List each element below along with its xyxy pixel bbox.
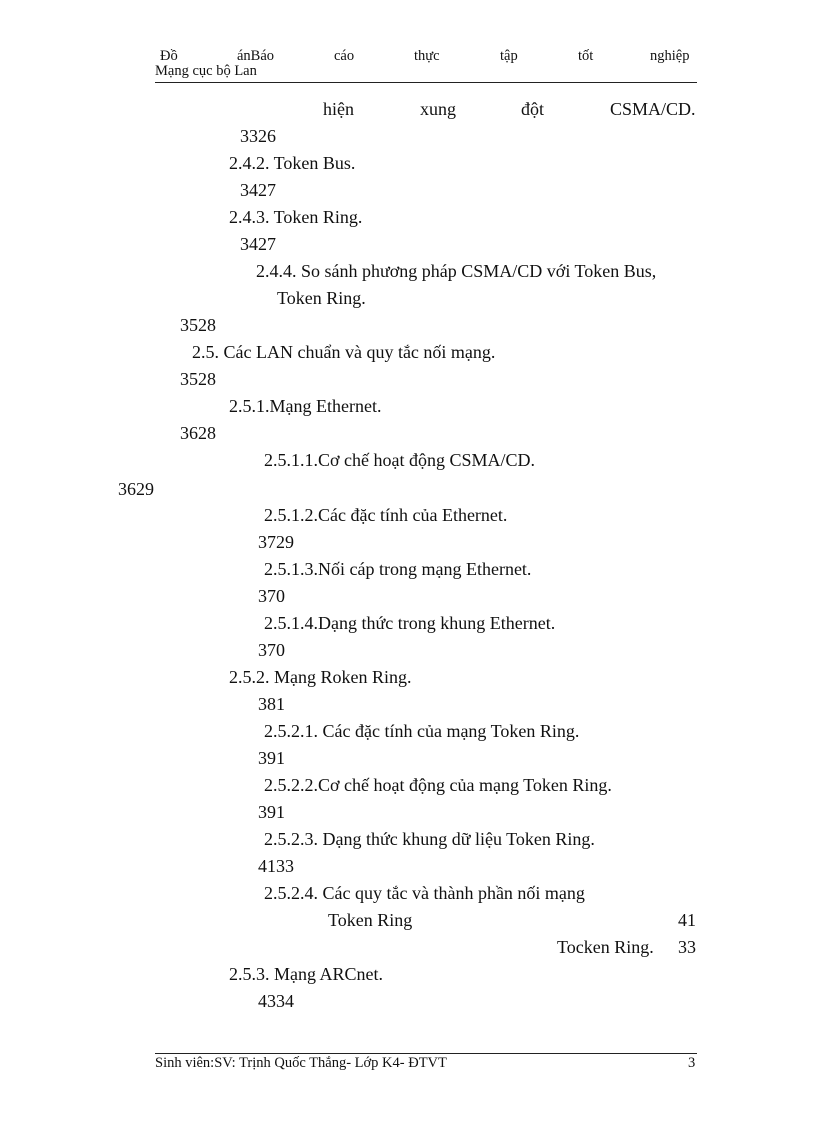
toc-entry-continuation: Token Ring. bbox=[277, 288, 366, 308]
toc-entry-continuation: Tocken Ring. bbox=[557, 937, 654, 957]
toc-entry: 2.5.2.3. Dạng thức khung dữ liệu Token Ring. bbox=[264, 829, 595, 849]
toc-page-number: 4133 bbox=[258, 856, 294, 876]
toc-page-number: 3427 bbox=[240, 180, 276, 200]
toc-page-number: 370 bbox=[258, 640, 285, 660]
toc-page-number: 381 bbox=[258, 694, 285, 714]
toc-entry: 2.5.1.3.Nối cáp trong mạng Ethernet. bbox=[264, 559, 532, 579]
header-word: thực bbox=[414, 48, 440, 64]
toc-entry: 2.5.1.4.Dạng thức trong khung Ethernet. bbox=[264, 613, 556, 633]
footer-page-number: 3 bbox=[688, 1055, 696, 1071]
toc-page-number: 391 bbox=[258, 802, 285, 822]
toc-page-number: 3528 bbox=[180, 369, 216, 389]
toc-entry: 2.4.3. Token Ring. bbox=[229, 207, 363, 227]
header-word: nghiệp bbox=[650, 48, 690, 64]
toc-page-number: 33 bbox=[678, 937, 696, 957]
toc-word: đột bbox=[521, 99, 545, 119]
header-word: ánBáo bbox=[237, 48, 275, 64]
footer-rule bbox=[155, 1053, 697, 1054]
toc-word: hiện bbox=[323, 99, 354, 119]
header-word: cáo bbox=[334, 48, 355, 64]
toc-page-number: 391 bbox=[258, 748, 285, 768]
toc-page-number: 4334 bbox=[258, 991, 294, 1011]
toc-entry: 2.5.3. Mạng ARCnet. bbox=[229, 964, 384, 984]
toc-entry: 2.5.2.2.Cơ chế hoạt động của mạng Token Ring. bbox=[264, 775, 612, 795]
toc-page-number: 3427 bbox=[240, 234, 276, 254]
footer-student: Sinh viên:SV: Trịnh Quốc Thắng- Lớp K4- ĐTVT bbox=[155, 1055, 447, 1071]
toc-page-number: 3628 bbox=[180, 423, 216, 443]
header-word: tốt bbox=[578, 48, 594, 64]
toc-page-number: 3326 bbox=[240, 126, 276, 146]
toc-page-number: 3729 bbox=[258, 532, 294, 552]
toc-entry: 2.4.2. Token Bus. bbox=[229, 153, 356, 173]
toc-page-number: 370 bbox=[258, 586, 285, 606]
toc-entry: 2.5.1.1.Cơ chế hoạt động CSMA/CD. bbox=[264, 450, 536, 470]
header-rule bbox=[155, 82, 697, 83]
toc-entry: 2.5.1.2.Các đặc tính của Ethernet. bbox=[264, 505, 508, 525]
header-word: tập bbox=[500, 48, 518, 64]
toc-page-number: 41 bbox=[678, 910, 696, 930]
toc-entry: 2.5.2. Mạng Roken Ring. bbox=[229, 667, 412, 687]
toc-entry: 2.5. Các LAN chuẩn và quy tắc nối mạng. bbox=[192, 342, 496, 362]
toc-entry: 2.5.2.1. Các đặc tính của mạng Token Ring. bbox=[264, 721, 580, 741]
toc-entry-continuation: Token Ring bbox=[328, 910, 413, 930]
toc-entry: 2.5.2.4. Các quy tắc và thành phần nối mạng bbox=[264, 883, 585, 903]
toc-entry: 2.4.4. So sánh phương pháp CSMA/CD với Token Bus, bbox=[256, 261, 657, 281]
toc-page-number: 3629 bbox=[118, 479, 154, 499]
toc-page-number: 3528 bbox=[180, 315, 216, 335]
toc-word: xung bbox=[420, 99, 456, 119]
toc-word: CSMA/CD. bbox=[610, 99, 696, 119]
header-subtitle: Mạng cục bộ Lan bbox=[155, 63, 257, 79]
toc-entry: 2.5.1.Mạng Ethernet. bbox=[229, 396, 382, 416]
header-word: Đồ bbox=[160, 48, 178, 64]
